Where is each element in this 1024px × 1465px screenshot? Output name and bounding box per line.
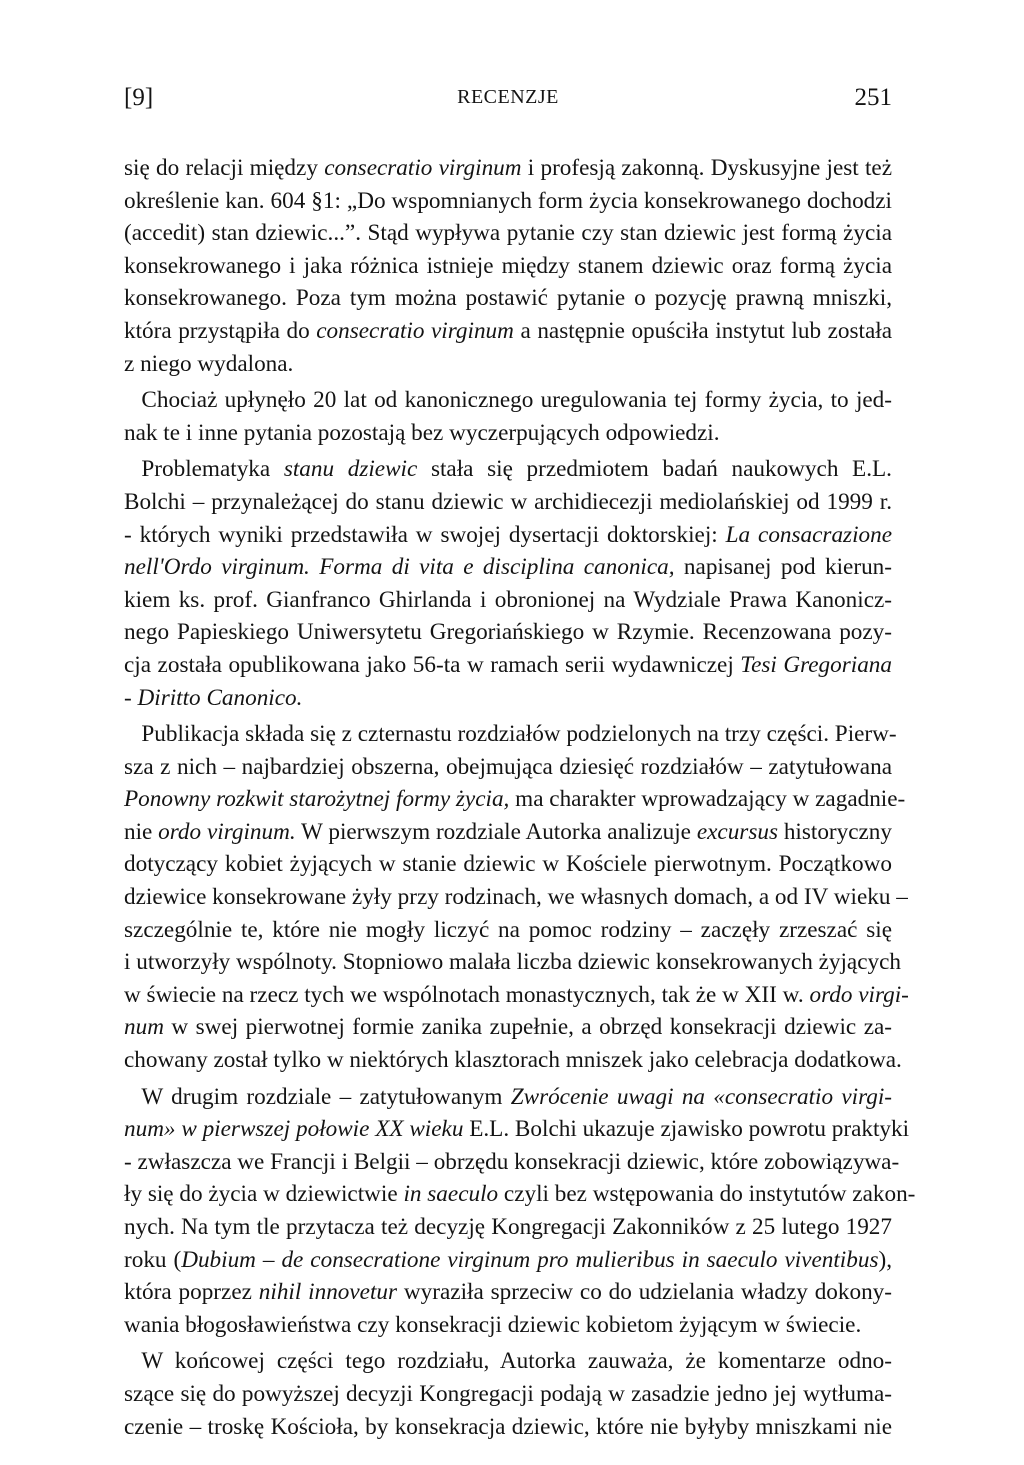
text-line: W końcowej części tego rozdziału, Autorka zauważa, że komentarze odno- (141, 1348, 892, 1375)
text-line: w świecie na rzecz tych we wspólnotach monastycznych, tak że w XII w. ordo virgi- (124, 981, 909, 1008)
text-line: kiem ks. prof. Gianfranco Ghirlanda i obronionej na Wydziale Prawa Kanonicz- (124, 586, 892, 613)
page-number: 251 (854, 84, 892, 111)
text-line: roku (Dubium – de consecratione virginum pro mulieribus in saeculo viventibus), (124, 1246, 892, 1273)
text-line: num w swej pierwotnej formie zanika zupełnie, a obrzęd konsekracji dziewic za- (124, 1014, 892, 1041)
text-line: - Diritto Canonico. (124, 684, 303, 711)
text-line: z niego wydalona. (124, 350, 294, 377)
section-number: [9] (124, 84, 154, 111)
text-line: która przystąpiła do consecratio virginum a następnie opuściła instytut lub została (124, 317, 892, 344)
text-line: szące się do powyższej decyzji Kongregacji podają w zasadzie jedno jej wytłuma- (124, 1380, 892, 1407)
text-line: nego Papieskiego Uniwersytetu Gregoriańskiego w Rzymie. Recenzowana pozy- (124, 619, 892, 646)
text-line: wania błogosławieństwa czy konsekracji dziewic kobietom żyjącym w świecie. (124, 1311, 862, 1338)
text-line: W drugim rozdziale – zatytułowanym Zwrócenie uwagi na «consecratio virgi- (141, 1083, 892, 1110)
text-line: (accedit) stan dziewic...”. Stąd wypływa pytanie czy stan dziewic jest formą życia (124, 220, 892, 247)
text-line: Ponowny rozkwit starożytnej formy życia, ma charakter wprowadzający w zagadnie- (124, 786, 906, 813)
text-line: nych. Na tym tle przytacza też decyzję Kongregacji Zakonników z 25 lutego 1927 (124, 1214, 892, 1240)
text-line: nell'Ordo virginum. Forma di vita e disciplina canonica, napisanej pod kierun- (124, 554, 892, 581)
text-line: num» w pierwszej połowie XX wieku E.L. Bolchi ukazuje zjawisko powrotu praktyki (124, 1116, 910, 1143)
text-line: cja została opublikowana jako 56-ta w ramach serii wydawniczej Tesi Gregoriana (124, 651, 892, 678)
running-title: RECENZJE (457, 86, 559, 108)
text-line: - których wyniki przedstawiła w swojej dysertacji doktorskiej: La consacrazione (124, 521, 892, 548)
text-line: Chociaż upłynęło 20 lat od kanonicznego uregulowania tej formy życia, to jed- (141, 387, 892, 414)
text-line: się do relacji między consecratio virginum i profesją zakonną. Dyskusyjne jest też (124, 155, 892, 181)
running-header (124, 84, 892, 120)
text-line: - zwłaszcza we Francji i Belgii – obrzędu konsekracji dziewic, które zobowiązywa- (124, 1148, 900, 1175)
text-line: nak te i inne pytania pozostają bez wyczerpujących odpowiedzi. (124, 419, 720, 446)
text-line: i utworzyły wspólnoty. Stopniowo malała liczba dziewic konsekrowanych żyjących (124, 949, 901, 976)
text-line: chowany został tylko w niektórych klasztorach mniszek jako celebracja dodatkowa. (124, 1047, 902, 1074)
text-line: która poprzez nihil innovetur wyraziła sprzeciw co do udzielania władzy dokony- (124, 1279, 892, 1306)
text-line: określenie kan. 604 §1: „Do wspomnianych form życia konsekrowanego dochodzi (124, 187, 892, 214)
text-line: ły się do życia w dziewictwie in saeculo czyli bez wstępowania do instytutów zakon- (124, 1181, 916, 1208)
text-line: nie ordo virginum. W pierwszym rozdziale Autorka analizuje excursus historyczny (124, 818, 892, 845)
text-line: sza z nich – najbardziej obszerna, obejmująca dziesięć rozdziałów – zatytułowana (124, 753, 892, 780)
body-text (124, 152, 916, 1443)
text-line: Problematyka stanu dziewic stała się przedmiotem badań naukowych E.L. (141, 456, 892, 483)
text-line: dotyczący kobiet żyjących w stanie dziewic w Kościele pierwotnym. Początkowo (124, 851, 892, 878)
text-line: konsekrowanego i jaka różnica istnieje między stanem dziewic oraz formą życia (124, 252, 892, 279)
text-line: szczególnie te, które nie mogły liczyć na pomoc rodziny – zaczęły zrzeszać się (124, 916, 892, 943)
text-line: dziewice konsekrowane żyły przy rodzinach, we własnych domach, a od IV wieku – (124, 884, 908, 911)
text-line: czenie – troskę Kościoła, by konsekracja dziewic, które nie byłyby mniszkami nie (124, 1413, 892, 1440)
text-line: Publikacja składa się z czternastu rozdziałów podzielonych na trzy części. Pierw- (141, 721, 897, 748)
text-line: Bolchi – przynależącej do stanu dziewic w archidiecezji mediolańskiej od 1999 r. (124, 488, 892, 515)
text-line: konsekrowanego. Poza tym można postawić pytanie o pozycję prawną mniszki, (124, 285, 892, 312)
